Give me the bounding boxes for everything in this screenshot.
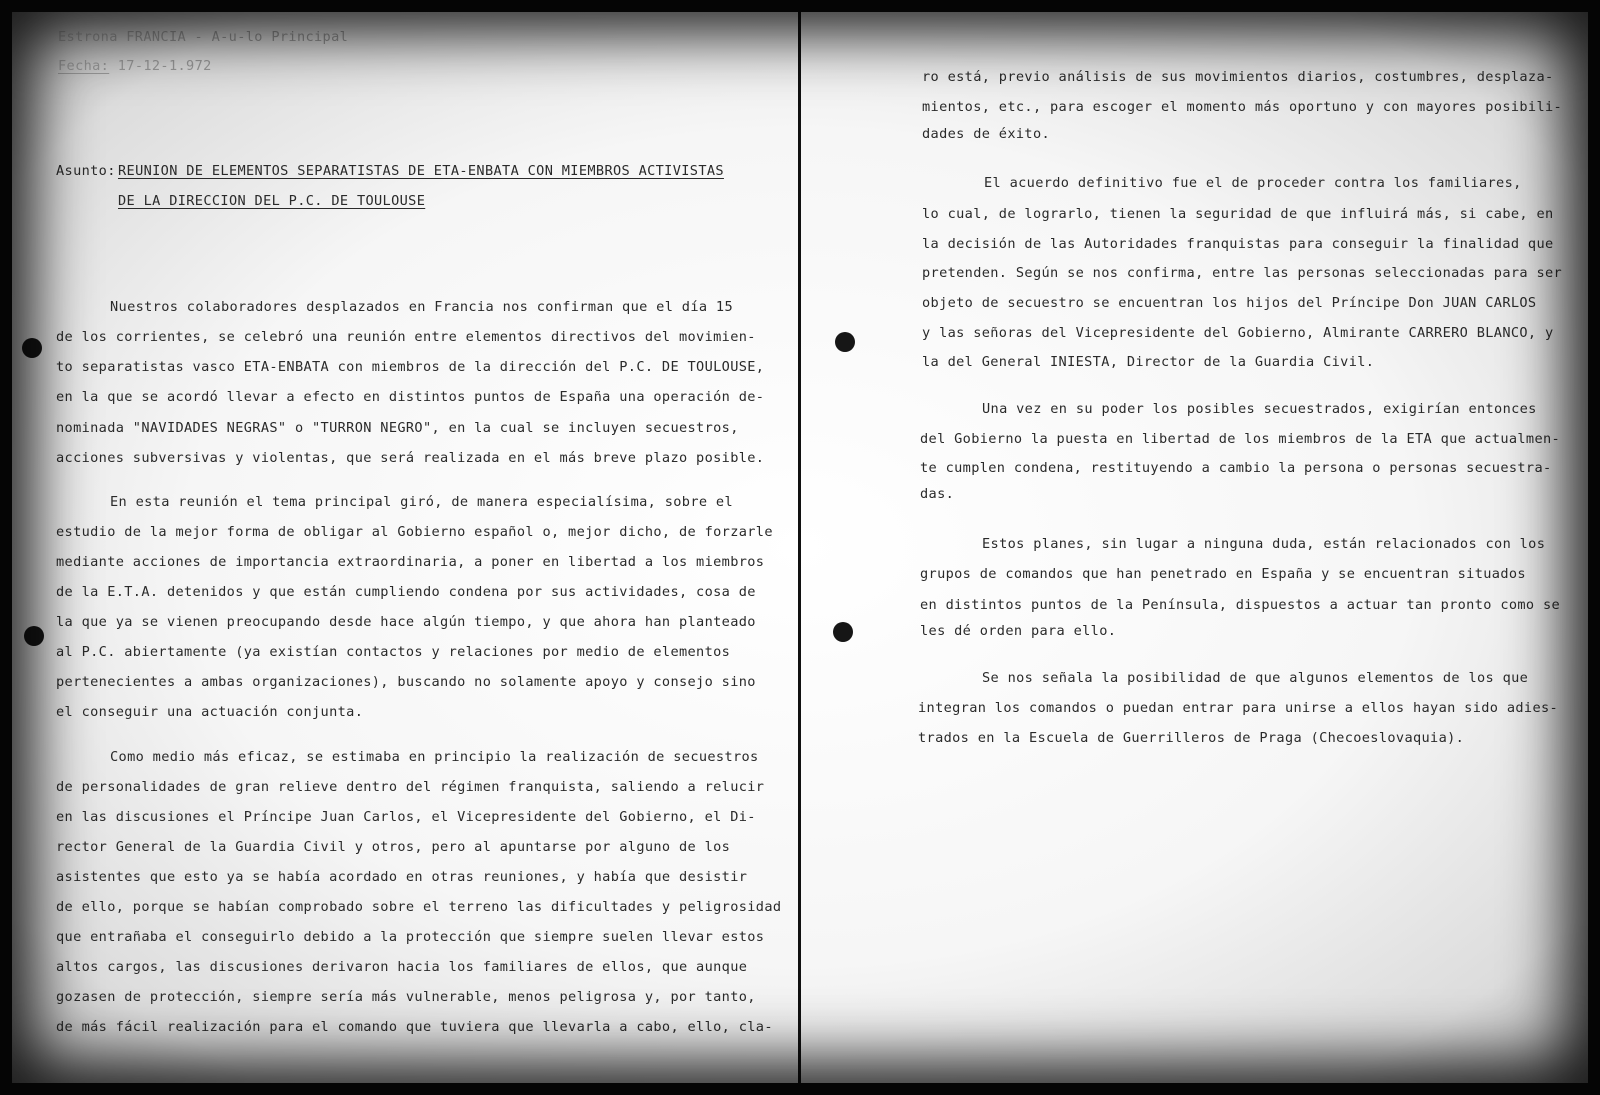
body-line: les dé orden para ello. — [920, 623, 1117, 639]
body-line: asistentes que esto ya se había acordado en otras reuniones, y había que desistir — [56, 869, 748, 885]
body-line: mediante acciones de importancia extraordinaria, a poner en libertad a los miembros — [56, 554, 765, 570]
punch-hole — [833, 622, 853, 642]
body-line: acciones subversivas y violentas, que será realizada en el más breve plazo posible. — [56, 450, 765, 466]
subject-label: Asunto: — [56, 163, 116, 179]
body-line: gozasen de protección, siempre sería más vulnerable, menos peligrosa y, por tanto, — [56, 989, 756, 1005]
body-line: el conseguir una actuación conjunta. — [56, 704, 364, 720]
body-line: en la que se acordó llevar a efecto en distintos puntos de España una operación de- — [56, 389, 765, 405]
body-line: integran los comandos o puedan entrar para unirse a ellos hayan sido adies- — [918, 700, 1559, 716]
body-line: objeto de secuestro se encuentran los hijos del Príncipe Don JUAN CARLOS — [922, 295, 1537, 311]
body-line: te cumplen condena, restituyendo a cambio la persona o personas secuestra- — [920, 460, 1552, 476]
body-line: trados en la Escuela de Guerrilleros de Praga (Checoeslovaquia). — [918, 730, 1465, 746]
body-line: de ello, porque se habían comprobado sobre el terreno las dificultades y peligrosidad — [56, 899, 782, 915]
body-line: la decisión de las Autoridades franquistas para conseguir la finalidad que — [922, 236, 1554, 252]
body-line: altos cargos, las discusiones derivaron hacia los familiares de ellos, que aunque — [56, 959, 748, 975]
date-label: Fecha: — [58, 58, 110, 74]
body-line: rector General de la Guardia Civil y otros, pero al apuntarse por alguno de los — [56, 839, 731, 855]
body-line: y las señoras del Vicepresidente del Gobierno, Almirante CARRERO BLANCO, y — [922, 325, 1554, 341]
punch-hole — [835, 332, 855, 352]
body-line: Estos planes, sin lugar a ninguna duda, están relacionados con los — [982, 536, 1546, 552]
body-line: Como medio más eficaz, se estimaba en principio la realización de secuestros — [110, 749, 759, 765]
body-line: la que ya se vienen preocupando desde hace algún tiempo, y que ahora han planteado — [56, 614, 756, 630]
body-line: al P.C. abiertamente (ya existían contactos y relaciones por medio de elementos — [56, 644, 731, 660]
left-page — [12, 12, 798, 1083]
body-line: estudio de la mejor forma de obligar al Gobierno español o, mejor dicho, de forzarle — [56, 524, 773, 540]
body-line: En esta reunión el tema principal giró, de manera especialísima, sobre el — [110, 494, 733, 510]
body-line: to separatistas vasco ETA-ENBATA con miembros de la dirección del P.C. DE TOULOUSE, — [56, 359, 765, 375]
body-line: El acuerdo definitivo fue el de proceder contra los familiares, — [984, 175, 1522, 191]
body-line: pretenden. Según se nos confirma, entre las personas seleccionadas para ser — [922, 265, 1563, 281]
body-line: de la E.T.A. detenidos y que están cumpliendo condena por sus actividades, cosa de — [56, 584, 756, 600]
body-line: nominada "NAVIDADES NEGRAS" o "TURRON NEGRO", en la cual se incluyen secuestros, — [56, 420, 739, 436]
body-line: del Gobierno la puesta en libertad de los miembros de la ETA que actualmen- — [920, 431, 1561, 447]
body-line: das. — [920, 486, 955, 502]
body-line: de personalidades de gran relieve dentro del régimen franquista, saliendo a relucir — [56, 779, 765, 795]
body-line: mientos, etc., para escoger el momento más oportuno y con mayores posibili- — [922, 99, 1563, 115]
body-line: lo cual, de lograrlo, tienen la seguridad de que influirá más, si cabe, en — [922, 206, 1554, 222]
body-line: Nuestros colaboradores desplazados en Francia nos confirman que el día 15 — [110, 299, 733, 315]
body-line: en distintos puntos de la Península, dispuestos a actuar tan pronto como se — [920, 597, 1561, 613]
scanned-document — [12, 12, 1588, 1083]
body-line: pertenecientes a ambas organizaciones), buscando no solamente apoyo y consejo sino — [56, 674, 756, 690]
body-line: Se nos señala la posibilidad de que algunos elementos de los que — [982, 670, 1529, 686]
origin-line: Estrona FRANCIA - A-u-lo Principal — [58, 29, 349, 45]
subject-line: REUNION DE ELEMENTOS SEPARATISTAS DE ETA-ENBATA CON MIEMBROS ACTIVISTAS — [118, 163, 724, 179]
body-line: grupos de comandos que han penetrado en España y se encuentran situados — [920, 566, 1526, 582]
date-line — [58, 58, 212, 74]
punch-hole — [24, 626, 44, 646]
body-line: Una vez en su poder los posibles secuestrados, exigirían entonces — [982, 401, 1537, 417]
subject-line: DE LA DIRECCION DEL P.C. DE TOULOUSE — [118, 193, 426, 209]
body-line: la del General INIESTA, Director de la Guardia Civil. — [922, 354, 1375, 370]
date-value: 17-12-1.972 — [117, 58, 212, 74]
body-line: de los corrientes, se celebró una reunión entre elementos directivos del movimien- — [56, 329, 756, 345]
body-line: dades de éxito. — [922, 126, 1051, 142]
right-page — [801, 12, 1588, 1083]
body-line: que entrañaba el conseguirlo debido a la protección que siempre suelen llevar estos — [56, 929, 765, 945]
body-line: ro está, previo análisis de sus movimientos diarios, costumbres, desplaza- — [922, 69, 1554, 85]
body-line: de más fácil realización para el comando que tuviera que llevarla a cabo, ello, cla- — [56, 1019, 773, 1035]
body-line: en las discusiones el Príncipe Juan Carlos, el Vicepresidente del Gobierno, el Di- — [56, 809, 756, 825]
punch-hole — [22, 338, 42, 358]
